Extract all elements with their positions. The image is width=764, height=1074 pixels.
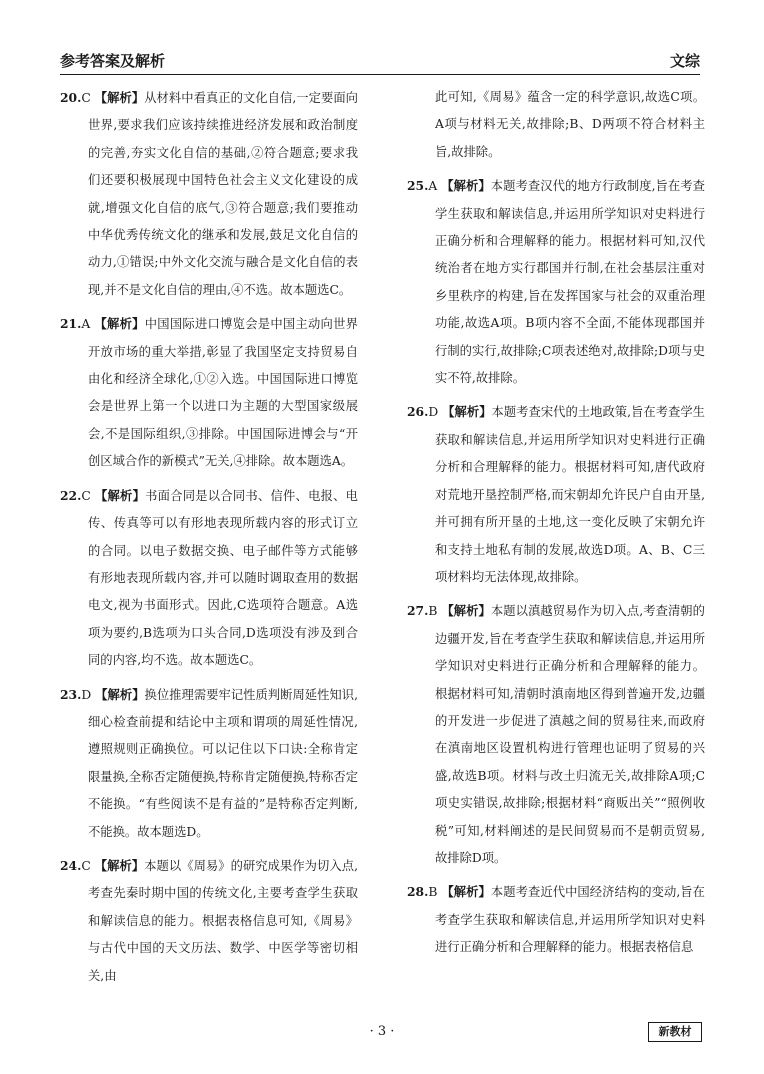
question-number: 28. — [407, 884, 429, 900]
answer-letter: C — [81, 858, 91, 873]
question-number: 24. — [60, 857, 82, 873]
question-number: 25. — [407, 178, 429, 194]
answer-entry-26 — [407, 398, 705, 591]
page-header — [60, 44, 700, 75]
analysis-text: 本题考查宋代的土地政策,旨在考查学生获取和解读信息,并运用所学知识对史料进行正确分析和合理解释的能力。根据材料可知,唐代政府对荒地开垦控制严格,而宋朝却允许民户自由开垦,并可拥有所开垦的土地,这一变化反映了宋朝允许和支持土地私有制的发展,故选D项。A、B、C三项材料均无法体现,故排除。 — [435, 405, 705, 584]
answer-entry-23 — [60, 681, 358, 846]
analysis-tag: 【解析】 — [94, 487, 146, 503]
analysis-tag: 【解析】 — [95, 686, 145, 702]
question-number: 23. — [60, 686, 82, 702]
analysis-tag: 【解析】 — [94, 857, 145, 873]
analysis-text: 本题以滇越贸易作为切入点,考查清朝的边疆开发,旨在考查学生获取和解读信息,并运用所学知识对史料进行正确分析和合理解释的能力。根据材料可知,清朝时滇南地区得到普遍开发,边疆的开发进一步促进了滇越之间的贸易往来,而政府在滇南地区设置机构进行管理也证明了贸易的兴盛,故选B项。材料与改土归流无关,故排除A项;C项史实错误,故排除;根据材料“商贩出关”“照例收税”可知,材料阐述的是民间贸易而不是朝贡贸易,故排除D项。 — [435, 604, 705, 865]
analysis-tag: 【解析】 — [441, 884, 491, 900]
answer-letter: D — [428, 405, 439, 420]
analysis-tag: 【解析】 — [94, 90, 145, 105]
right-column — [407, 84, 705, 968]
question-number: 20. — [60, 90, 82, 105]
edition-badge: 新教材 — [648, 1022, 702, 1042]
answer-entry-22 — [60, 482, 358, 675]
answer-letter: C — [81, 488, 91, 503]
analysis-text: 换位推理需要牢记性质判断周延性知识,细心检查前提和结论中主项和谓项的周延性情况,遵照规则正确换位。可以记住以下口诀:全称肯定限量换,全称否定随便换,特称肯定随便换,特称否定不能换。“有些阅读不是有益的”是特称否定判断,不能换。故本题选D。 — [88, 687, 358, 839]
header-subject: 文综 — [669, 52, 700, 70]
answer-entry-21 — [60, 310, 358, 475]
answer-letter: D — [81, 687, 92, 702]
left-column — [60, 84, 358, 996]
answer-entry-28 — [407, 878, 705, 961]
answer-letter: A — [81, 317, 91, 332]
analysis-text: 本题考查近代中国经济结构的变动,旨在考查学生获取和解读信息,并运用所学知识对史料进行正确分析和合理解释的能力。根据表格信息 — [435, 885, 705, 955]
analysis-tag: 【解析】 — [441, 178, 491, 194]
question-number: 21. — [60, 316, 82, 332]
header-title: 参考答案及解析 — [60, 52, 166, 70]
answer-entry-20 — [60, 84, 358, 304]
answer-entry-24 — [60, 852, 358, 990]
answer-entry-24-continuation: 此可知,《周易》蕴含一定的科学意识,故选C项。A项与材料无关,故排除;B、D两项不符合材料主旨,故排除。 — [435, 90, 705, 159]
answer-entry-25 — [407, 172, 705, 392]
answer-letter: B — [428, 604, 438, 619]
analysis-tag: 【解析】 — [94, 316, 145, 332]
answer-letter: A — [428, 179, 438, 194]
page-number: · 3 · — [369, 1024, 395, 1039]
answer-letter: C — [81, 91, 91, 105]
analysis-text: 本题考查汉代的地方行政制度,旨在考查学生获取和解读信息,并运用所学知识对史料进行正确分析和合理解释的能力。根据材料可知,汉代统治者在地方实行郡国并行制,在社会基层注重对乡里秩序的构建,旨在发挥国家与社会的双重治理功能,故选A项。B项内容不全面,不能体现郡国并行制的实行,故排除;C项表述绝对,故排除;D项与史实不符,故排除。 — [435, 179, 705, 386]
question-number: 26. — [407, 404, 429, 420]
analysis-text: 中国国际进口博览会是中国主动向世界开放市场的重大举措,彰显了我国坚定支持贸易自由化和经济全球化,①②入选。中国国际进口博览会是世界上第一个以进口为主题的大型国家级展会,不是国际组织,③排除。中国国际进博会与“开创区域合作的新模式”无关,④排除。故本题选A。 — [88, 317, 358, 469]
analysis-tag: 【解析】 — [442, 404, 492, 420]
question-number: 22. — [60, 487, 82, 503]
answer-letter: B — [428, 885, 438, 900]
analysis-text: 本题以《周易》的研究成果作为切入点,考查先秦时期中国的传统文化,主要考查学生获取和解读信息的能力。根据表格信息可知,《周易》与古代中国的天文历法、数学、中医学等密切相关,由 — [88, 858, 358, 983]
analysis-tag: 【解析】 — [441, 603, 491, 619]
answer-entry-27 — [407, 597, 705, 872]
analysis-text: 书面合同是以合同书、信件、电报、电传、传真等可以有形地表现所载内容的形式订立的合同。以电子数据交换、电子邮件等方式能够有形地表现所载内容,并可以随时调取查用的数据电文,视为书面形式。因此,C选项符合题意。A选项为要约,B选项为口头合同,D选项没有涉及到合同的内容,均不选。故本题选C。 — [88, 488, 358, 668]
analysis-text: 从材料中看真正的文化自信,一定要面向世界,要求我们应该持续推进经济发展和政治制度的完善,夯实文化自信的基础,②符合题意;要求我们还要积极展现中国特色社会主义文化建设的成就,增强文化自信的底气,③符合题意;我们要推动中华优秀传统文化的继承和发展,鼓足文化自信的动力,①错误;中外文化交流与融合是文化自信的表现,并不是文化自信的理由,④不选。故本题选C。 — [88, 91, 358, 297]
question-number: 27. — [407, 603, 429, 619]
